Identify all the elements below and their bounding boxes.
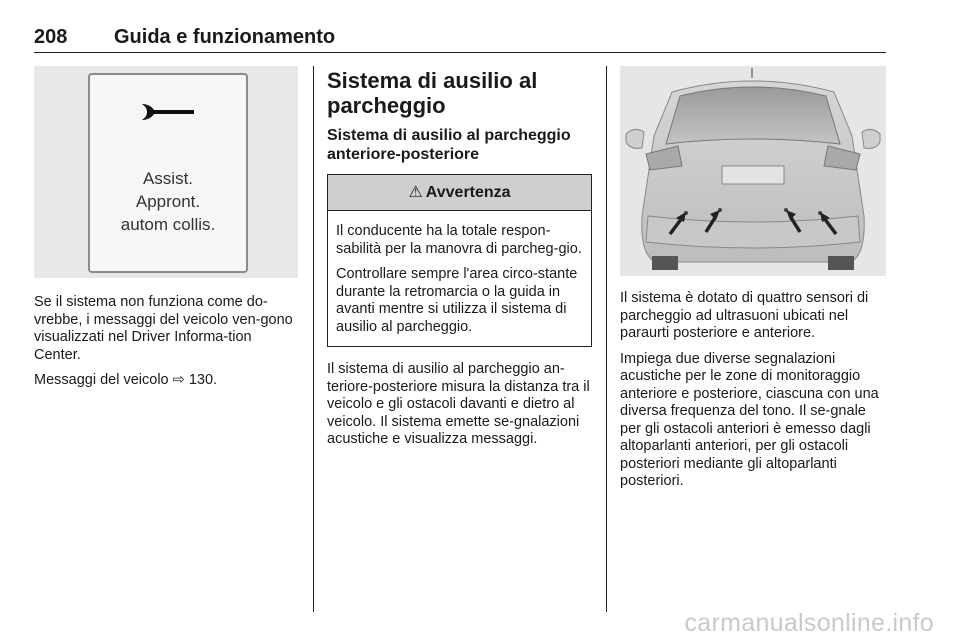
display-line: autom collis. bbox=[120, 215, 216, 234]
body-paragraph: Impiega due diverse segnalazioni acustiche per le zone di monitoraggio anteriore e posteriore, ciascuna con una diversa frequenza del tono. Il se-gnale per gli ostacoli anteriori è emesso dagli altoparlanti anteriori, per gli ostacoli posteriori mediante gli altoparlanti posteriori. bbox=[620, 350, 879, 489]
car-rear-drawing bbox=[620, 66, 886, 276]
warning-paragraph: Il conducente ha la totale respon-sabilità per la manovra di parcheg-gio. bbox=[336, 223, 582, 257]
body-paragraph: Il sistema è dotato di quattro sensori di parcheggio ad ultrasuoni ubicati nel paraurti posteriore e anteriore. bbox=[620, 290, 869, 341]
crossref-paragraph bbox=[34, 372, 298, 390]
display-line: Appront. bbox=[135, 192, 201, 211]
driver-info-display bbox=[88, 73, 248, 273]
section-title: Sistema di ausilio al parcheggio bbox=[327, 68, 538, 118]
arrow-reference-icon: ⇨ bbox=[172, 372, 185, 388]
warning-header bbox=[328, 175, 591, 211]
car-rear-sensors-illustration bbox=[620, 66, 886, 276]
wrench-icon bbox=[138, 101, 198, 123]
crossref-page-link[interactable]: 130. bbox=[188, 372, 218, 388]
middle-column bbox=[327, 66, 592, 457]
warning-triangle-icon: ⚠ bbox=[408, 184, 423, 201]
display-message-figure bbox=[34, 66, 298, 278]
page-number: 208 bbox=[34, 26, 68, 48]
column-divider bbox=[606, 66, 607, 612]
body-paragraph: Il sistema di ausilio al parcheggio an-teriore-posteriore misura la distanza tra il veicolo e gli ostacoli davanti e dietro al veicolo. Il sistema emette se-gnalazioni acustiche e visualizza messaggi. bbox=[327, 361, 590, 447]
body-paragraph: Se il sistema non funziona come do-vrebbe, i messaggi del veicolo ven-gono visualizzati nel Driver Informa-tion Center. bbox=[34, 294, 293, 363]
warning-paragraph: Controllare sempre l'area circo-stante durante la retromarcia o la guida in avanti mentre si utilizza il sistema di ausilio al parcheggio. bbox=[336, 266, 578, 335]
watermark: carmanualsonline.info bbox=[684, 609, 934, 637]
warning-box bbox=[327, 174, 592, 347]
display-line: Assist. bbox=[142, 169, 194, 188]
right-column bbox=[620, 66, 886, 499]
display-message-text bbox=[90, 167, 246, 236]
running-title: Guida e funzionamento bbox=[114, 26, 336, 48]
left-column bbox=[34, 66, 298, 398]
column-divider bbox=[313, 66, 314, 612]
subsection-title: Sistema di ausilio al parcheggio anteriore-posteriore bbox=[327, 127, 571, 163]
page-header bbox=[34, 22, 886, 53]
crossref-text: Messaggi del veicolo bbox=[34, 372, 169, 388]
warning-body bbox=[328, 211, 591, 346]
warning-title: Avvertenza bbox=[425, 184, 511, 201]
